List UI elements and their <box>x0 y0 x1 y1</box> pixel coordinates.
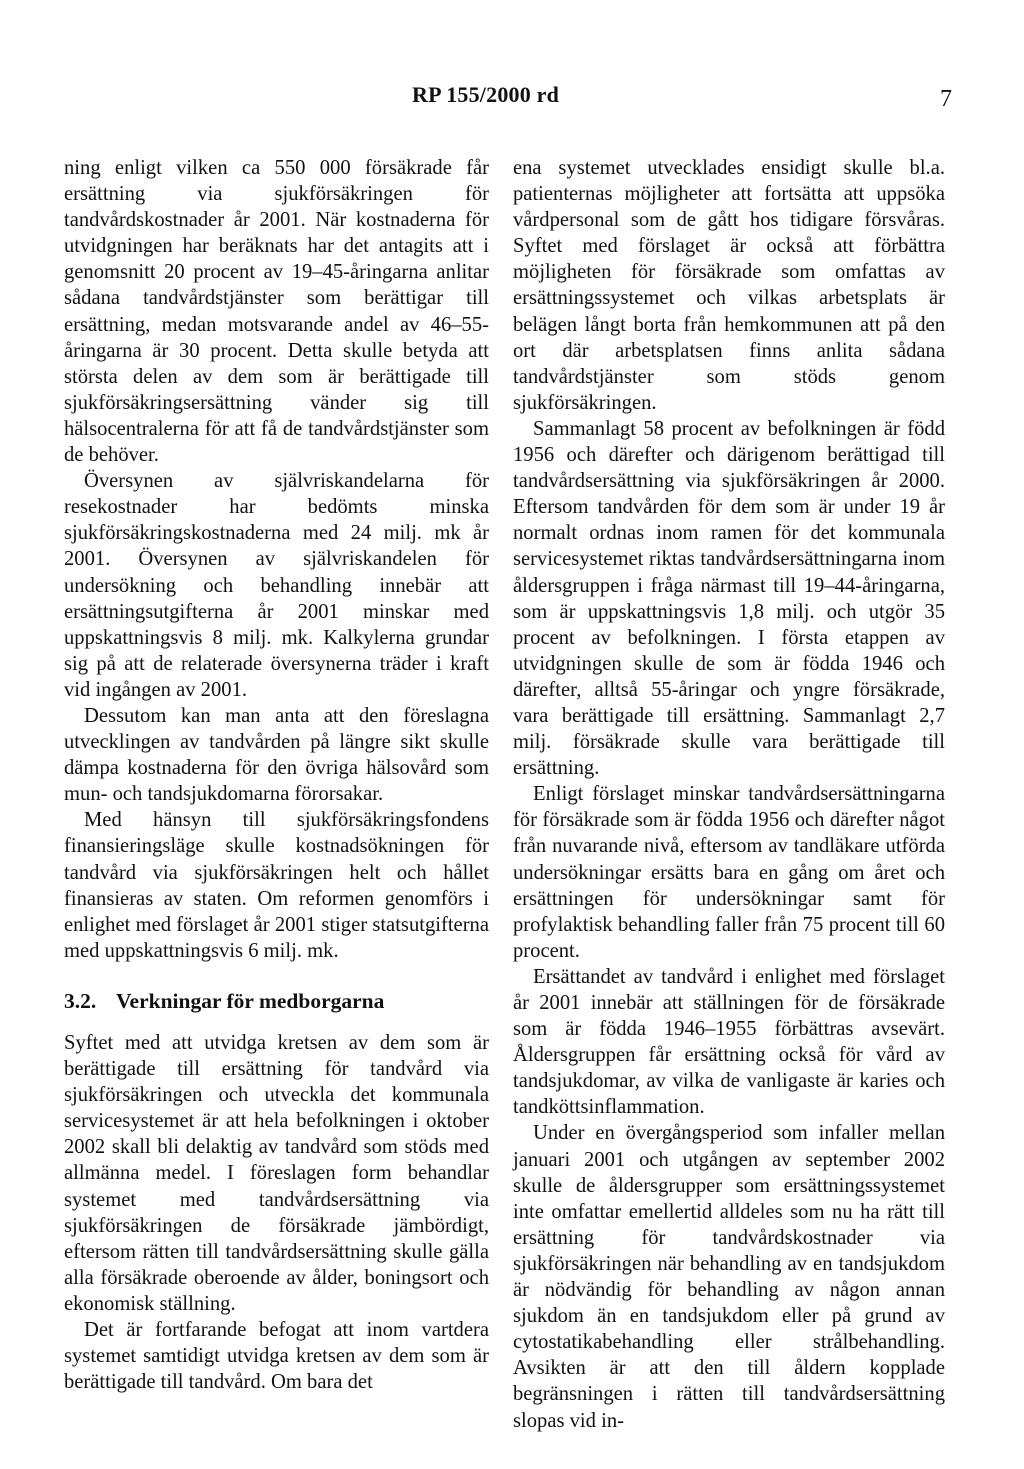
left-column <box>64 155 489 1395</box>
paragraph: Enligt förslaget minskar tandvårdsersättningarna för försäkrade som är födda 1956 och därefter något från nuvarande nivå, eftersom av tandläkare utförda undersökningar ersätts bara en gång om året och ersättningen för undersökningar samt för profylaktisk behandling faller från 75 procent till 60 procent. <box>513 783 945 962</box>
paragraph: Dessutom kan man anta att den föreslagna utvecklingen av tandvården på längre sikt skulle dämpa kostnaderna för den övriga hälsovård som mun- och tandsjukdomarna förorsakar. <box>64 704 489 806</box>
right-column <box>513 155 945 1434</box>
paragraph: Sammanlagt 58 procent av befolkningen är född 1956 och därefter och därigenom berättigad till tandvårdsersättning via sjukförsäkringen år 2000. Eftersom tandvården för dem som är under 19 år normalt ordnas inom ramen för det kommunala servicesystemet riktas tandvårdsersättningarna inom åldersgruppen i fråga närmast till 19–44-åringarna, som är uppskattningsvis 1,8 milj. och utgör 35 procent av befolkningen. I första etappen av utvidgningen skulle de som är födda 1946 och därefter, alltså 55-åringar och yngre försäkrade, vara berättigade till ersättning. Sammanlagt 2,7 milj. försäkrade skulle vara berättigade till ersättning. <box>513 417 945 780</box>
paragraph: Med hänsyn till sjukförsäkringsfondens finansieringsläge skulle kostnadsökningen för tandvård via sjukförsäkringen helt och hållet finansieras av staten. Om reformen genomförs i enlighet med förslaget år 2001 stiger statsutgifterna med uppskattningsvis 6 milj. mk. <box>64 809 489 962</box>
document-reference: RP 155/2000 rd <box>412 82 560 107</box>
section-title: Verkningar för medborgarna <box>116 988 385 1013</box>
paragraph: Syftet med att utvidga kretsen av dem som är berättigade till ersättning för tandvård via sjukförsäkringen och utveckla det kommunala servicesystemet är att hela befolkningen i oktober 2002 skall bli delaktig av tandvård som stöds med allmänna medel. I föreslagen form behandlar systemet med tandvårdsersättning via sjukförsäkringen de försäkrade jämbördigt, eftersom rätten till tandvårdsersättning skulle gälla alla försäkrade oberoende av ålder, boningsort och ekonomisk ställning. <box>64 1032 489 1315</box>
page-header <box>0 82 1024 112</box>
paragraph: ning enligt vilken ca 550 000 försäkrade får ersättning via sjukförsäkringen för tandvårdskostnader år 2001. När kostnaderna för utvidgningen har beräknats har det antagits att i genomsnitt 20 procent av 19–45-åringarna anlitar sådana tandvårdstjänster som berättigar till ersättning, medan motsvarande andel av 46–55-åringarna är 30 procent. Detta skulle betyda att största delen av dem som är berättigade till sjukförsäkringsersättning vänder sig till hälsocentralerna för att få de tandvårdstjänster som de behöver. <box>64 157 489 467</box>
section-number: 3.2. <box>64 988 97 1013</box>
paragraph: Översynen av självriskandelarna för resekostnader har bedömts minska sjukförsäkringskostnaderna med 24 milj. mk år 2001. Översynen av självriskandelen för undersökning och behandling innebär att ersättningsutgifterna år 2001 minskar med uppskattningsvis 8 milj. mk. Kalkylerna grundar sig på att de relaterade översynerna träder i kraft vid ingången av 2001. <box>64 470 489 701</box>
page-number: 7 <box>940 86 952 112</box>
paragraph: Ersättandet av tandvård i enlighet med förslaget år 2001 innebär att ställningen för de försäkrade som är födda 1946–1955 förbättras avsevärt. Åldersgruppen får ersättning också för vård av tandsjukdomar, av vilka de vanligaste är karies och tandköttsinflammation. <box>513 965 945 1119</box>
paragraph: Under en övergångsperiod som infaller mellan januari 2001 och utgången av september 2002 skulle de åldersgrupper som ersättningssystemet inte omfattar emellertid alldeles som nu ha rätt till ersättning för tandvårdskostnader via sjukförsäkringen när behandling av en tandsjukdom är nödvändig för behandling av någon annan sjukdom än en tandsjukdom eller på grund av cytostatikabehandling eller strålbehandling. Avsikten är att den till åldern kopplade begränsningen i rätten till tandvårdsersättning slopas vid in- <box>513 1122 945 1432</box>
paragraph: ena systemet utvecklades ensidigt skulle bl.a. patienternas möjligheter att fortsätta att uppsöka vårdpersonal som de gått hos tidigare försvåras. Syftet med förslaget är också att förbättra möjligheten för försäkrade som omfattas av ersättningssystemet och vilkas arbetsplats är belägen långt borta från hemkommunen att på den ort där arbetsplatsen finns anlita sådana tandvårdstjänster som stöds genom sjukförsäkringen. <box>513 157 945 414</box>
paragraph: Det är fortfarande befogat att inom vartdera systemet samtidigt utvidga kretsen av dem som är berättigade till tandvård. Om bara det <box>64 1319 489 1394</box>
section-heading <box>64 988 489 1014</box>
